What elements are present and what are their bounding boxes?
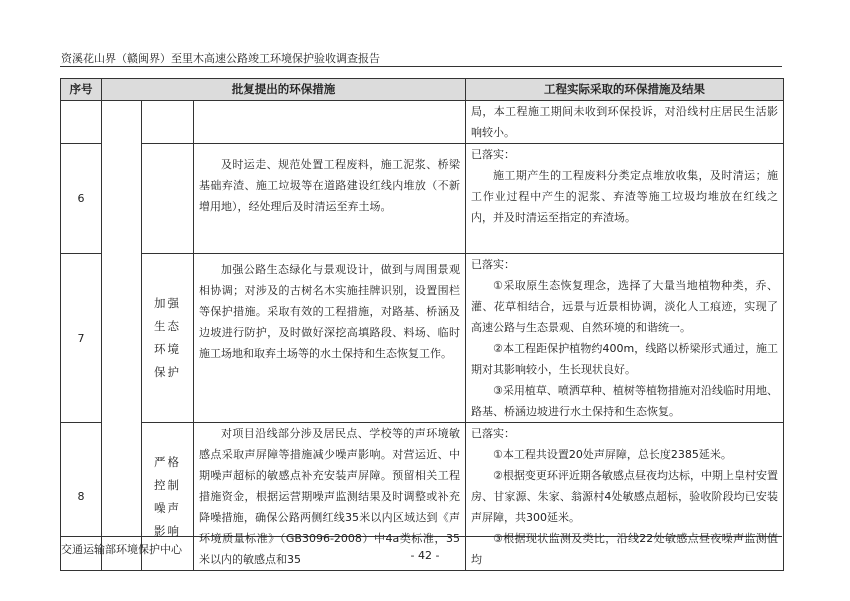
col-header-actual: 工程实际采取的环保措施及结果	[466, 79, 784, 101]
footer-organization: 交通运输部环境保护中心	[61, 543, 182, 556]
row7-category: 加强生态环境保护	[142, 254, 194, 423]
row6-actual-p1: 施工期产生的工程废料分类定点堆放收集，及时清运；施工作业过程中产生的泥浆、弃渣等施工垃圾均堆放在红线之内，并及时清运至指定的弃渣场。	[471, 169, 779, 224]
row7-proposed-cell	[194, 254, 466, 423]
row6-proposed-text: 及时运走、规范处置工程废料，施工泥浆、桥梁基础弃渣、施工垃圾等在道路建设红线内堆放（不新增用地），经处理后及时清运至弃土场。	[199, 158, 461, 213]
page-header-title: 资溪花山界（赣闽界）至里木高速公路竣工环境保护验收调查报告	[61, 52, 380, 65]
row7-proposed-text: 加强公路生态绿化与景观设计，做到与周围景观相协调；对涉及的古树名木实施挂牌识别，设置围栏等保护措施。采取有效的工程措施，对路基、桥涵及边坡进行防护，及时做好深挖高填路段、料场、临时施工场地和取弃土场等的水土保持和生态恢复工作。	[199, 263, 461, 360]
cont-no-cell	[61, 101, 102, 144]
table-row-7	[61, 254, 784, 423]
merged-blank-cell	[102, 101, 142, 571]
row8-actual-p1: ①本工程共设置20处声屏障，总长度2385延米。	[493, 448, 732, 461]
cont-actual-text: 局，本工程施工期间未收到环保投诉，对沿线村庄居民生活影响较小。	[471, 105, 779, 139]
measures-table	[60, 78, 784, 571]
row7-actual-head: 已落实：	[471, 258, 516, 271]
row8-actual-p2: ②根据变更环评近期各敏感点昼夜均达标，中期上皇村安置房、甘家源、朱家、翁源村4处敏感点超标，验收阶段均已安装声屏障，共300延米。	[471, 469, 779, 524]
row7-actual-cell	[466, 254, 784, 423]
table-header-row	[61, 79, 784, 101]
row6-proposed-cell	[194, 144, 466, 254]
row8-actual-p3: ③根据现状监测及类比，沿线22处敏感点昼夜噪声监测值均	[471, 532, 779, 566]
row6-category-cell	[142, 144, 194, 254]
cont-proposed-cell	[194, 101, 466, 144]
row6-actual-cell	[466, 144, 784, 254]
col-header-no: 序号	[61, 79, 102, 101]
row8-proposed-text: 对项目沿线部分涉及居民点、学校等的声环境敏感点采取声屏障等措施减少噪声影响。对营运近、中期噪声超标的敏感点补充安装声屏障。预留相关工程措施资金，根据运营期噪声监测结果及时调整或补充降噪措施，确保公路两侧红线35米以内区域达到《声环境质量标准》（GB3096-2008）中4a类标准，35米以内的敏感点和35	[199, 427, 461, 566]
row8-actual-head: 已落实：	[471, 427, 516, 440]
row7-no: 7	[61, 254, 102, 423]
row8-no: 8	[61, 423, 102, 571]
cont-category-cell	[142, 101, 194, 144]
header-rule	[60, 66, 782, 67]
row6-no: 6	[61, 144, 102, 254]
row8-category: 严格控制噪声影响	[142, 423, 194, 571]
cont-actual-cell	[466, 101, 784, 144]
footer-rule	[60, 536, 782, 537]
row7-actual-p1: ①采取原生态恢复理念，选择了大量当地植物种类，乔、灌、花草相结合，远景与近景相协调，淡化人工痕迹，实现了高速公路与生态景观、自然环境的和谐统一。	[471, 279, 779, 334]
table-row-continued	[61, 101, 784, 144]
row7-actual-p2: ②本工程距保护植物约400m，线路以桥梁形式通过，施工期对其影响较小，生长现状良好。	[471, 342, 779, 376]
row7-actual-p3: ③采用植草、喷洒草种、植树等植物措施对沿线临时用地、路基、桥涵边坡进行水土保持和生态恢复。	[471, 384, 779, 418]
table-row-6	[61, 144, 784, 254]
page-number: - 42 -	[410, 549, 440, 562]
col-header-proposed: 批复提出的环保措施	[102, 79, 466, 101]
row6-actual-head: 已落实：	[471, 148, 516, 161]
